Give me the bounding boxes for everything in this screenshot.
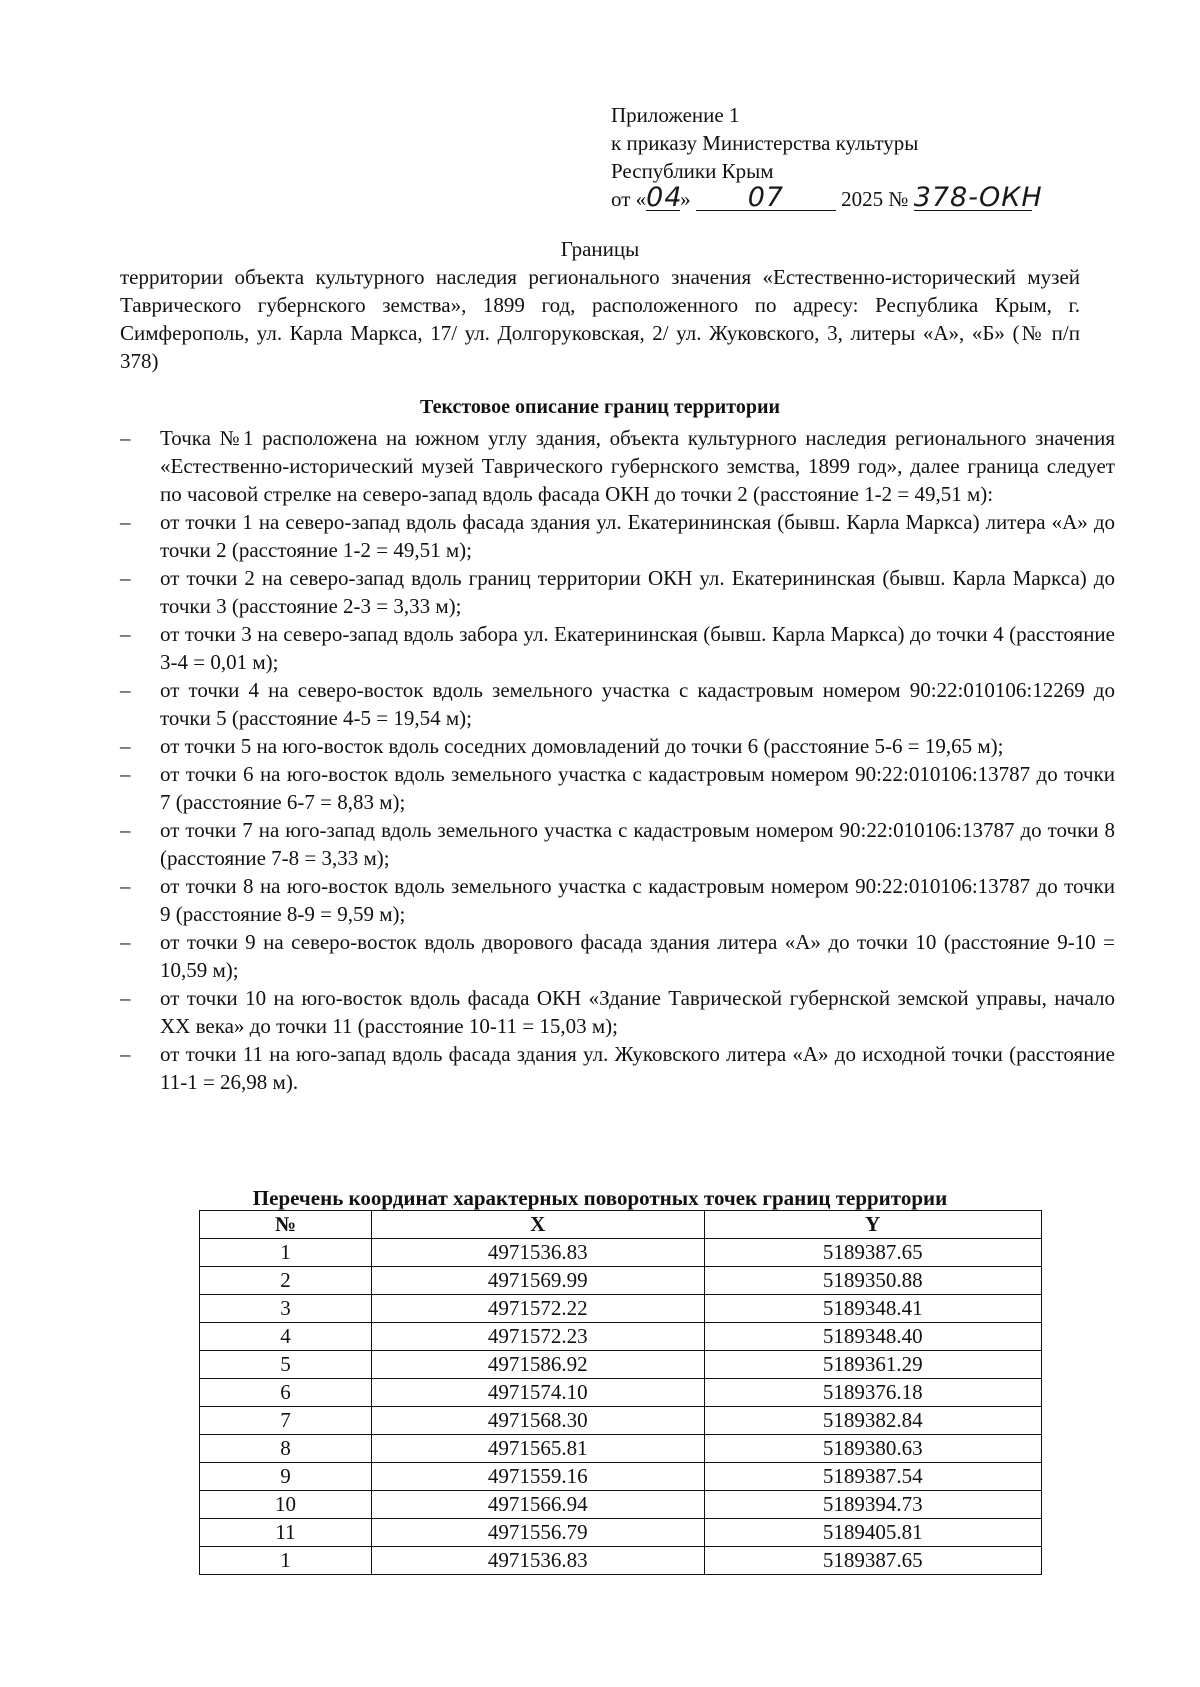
intro-paragraph: территории объекта культурного наследия регионального значения «Естественно-исторический музей Таврического губернского земства», 1899 год, расположенного по адресу: Республика Крым, г. Симферополь, ул. Карла Маркса, 17/ ул. Долгоруковская, 2/ ул. Жуковского, 3, литеры «А», «Б» (№ п/п 378) xyxy=(120,265,1080,373)
table-row xyxy=(200,1463,1042,1491)
cell-y: 5189387.54 xyxy=(704,1463,1041,1491)
cell-y: 5189394.73 xyxy=(704,1491,1041,1519)
document-title: Границы xyxy=(560,237,640,261)
cell-y: 5189387.65 xyxy=(704,1239,1041,1267)
cell-x: 4971574.10 xyxy=(372,1379,705,1407)
list-item: – от точки 11 на юго-запад вдоль фасада здания ул. Жуковского литера «А» до исходной точки (расстояние 11-1 = 26,98 м). xyxy=(120,1040,1115,1096)
cell-y: 5189405.81 xyxy=(704,1519,1041,1547)
cell-number: 1 xyxy=(200,1239,372,1267)
cell-y: 5189361.29 xyxy=(704,1351,1041,1379)
cell-number: 8 xyxy=(200,1435,372,1463)
date-prefix: от « xyxy=(611,187,647,211)
approval-line-appendix: Приложение 1 xyxy=(611,103,740,127)
section-heading: Текстовое описание границ территории xyxy=(419,396,781,418)
approval-date-line xyxy=(611,182,1043,213)
cell-number: 3 xyxy=(200,1295,372,1323)
table-row xyxy=(200,1295,1042,1323)
cell-x: 4971536.83 xyxy=(372,1547,705,1575)
cell-y: 5189350.88 xyxy=(704,1267,1041,1295)
cell-number: 1 xyxy=(200,1547,372,1575)
cell-number: 7 xyxy=(200,1407,372,1435)
list-item: – от точки 6 на юго-восток вдоль земельного участка с кадастровым номером 90:22:010106:13787 до точки 7 (расстояние 6-7 = 8,83 м); xyxy=(120,760,1115,816)
cell-x: 4971565.81 xyxy=(372,1435,705,1463)
date-month: 07 xyxy=(696,186,836,211)
cell-y: 5189382.84 xyxy=(704,1407,1041,1435)
table-row xyxy=(200,1547,1042,1575)
table-row xyxy=(200,1239,1042,1267)
table-row xyxy=(200,1351,1042,1379)
table-row xyxy=(200,1407,1042,1435)
date-quote-close: » xyxy=(680,187,691,211)
cell-x: 4971569.99 xyxy=(372,1267,705,1295)
table-row xyxy=(200,1323,1042,1351)
cell-x: 4971568.30 xyxy=(372,1407,705,1435)
cell-number: 11 xyxy=(200,1519,372,1547)
list-item: – от точки 7 на юго-запад вдоль земельного участка с кадастровым номером 90:22:010106:13787 до точки 8 (расстояние 7-8 = 3,33 м); xyxy=(120,816,1115,872)
cell-x: 4971572.23 xyxy=(372,1323,705,1351)
cell-number: 6 xyxy=(200,1379,372,1407)
cell-y: 5189376.18 xyxy=(704,1379,1041,1407)
cell-number: 10 xyxy=(200,1491,372,1519)
cell-x: 4971559.16 xyxy=(372,1463,705,1491)
approval-line-order: к приказу Министерства культуры xyxy=(611,131,919,155)
header-number: № xyxy=(200,1211,372,1239)
coordinates-table xyxy=(199,1210,1042,1575)
cell-number: 5 xyxy=(200,1351,372,1379)
table-row xyxy=(200,1491,1042,1519)
header-y: Y xyxy=(704,1211,1041,1239)
list-item: – от точки 8 на юго-восток вдоль земельного участка с кадастровым номером 90:22:010106:13787 до точки 9 (расстояние 8-9 = 9,59 м); xyxy=(120,872,1115,928)
cell-x: 4971572.22 xyxy=(372,1295,705,1323)
table-row xyxy=(200,1267,1042,1295)
table-row xyxy=(200,1379,1042,1407)
list-item: – от точки 10 на юго-восток вдоль фасада ОКН «Здание Таврической губернской земской управы, начало XX века» до точки 11 (расстояние 10-11 = 15,03 м); xyxy=(120,984,1115,1040)
date-year: 2025 № xyxy=(841,187,909,211)
cell-x: 4971556.79 xyxy=(372,1519,705,1547)
cell-y: 5189348.41 xyxy=(704,1295,1041,1323)
order-number: 378-ОКН xyxy=(913,182,1043,213)
approval-line-republic: Республики Крым xyxy=(611,159,774,183)
cell-y: 5189380.63 xyxy=(704,1435,1041,1463)
cell-number: 2 xyxy=(200,1267,372,1295)
table-header-row xyxy=(200,1211,1042,1239)
cell-x: 4971566.94 xyxy=(372,1491,705,1519)
list-item: – от точки 2 на северо-запад вдоль границ территории ОКН ул. Екатерининская (бывш. Карла Маркса) до точки 3 (расстояние 2-3 = 3,33 м); xyxy=(120,564,1115,620)
cell-x: 4971536.83 xyxy=(372,1239,705,1267)
table-title: Перечень координат характерных поворотных точек границ территории xyxy=(252,1186,948,1210)
cell-x: 4971586.92 xyxy=(372,1351,705,1379)
boundary-description-list xyxy=(120,424,1115,1096)
list-item: – от точки 5 на юго-восток вдоль соседних домовладений до точки 6 (расстояние 5-6 = 19,65 м); xyxy=(120,732,1115,760)
list-item: – от точки 4 на северо-восток вдоль земельного участка с кадастровым номером 90:22:010106:12269 до точки 5 (расстояние 4-5 = 19,54 м); xyxy=(120,676,1115,732)
list-item: – от точки 9 на северо-восток вдоль дворового фасада здания литера «А» до точки 10 (расстояние 9-10 = 10,59 м); xyxy=(120,928,1115,984)
date-day: 04 xyxy=(646,182,683,213)
approval-block xyxy=(611,101,1043,213)
table-row xyxy=(200,1519,1042,1547)
header-x: X xyxy=(372,1211,705,1239)
table-row xyxy=(200,1435,1042,1463)
cell-y: 5189348.40 xyxy=(704,1323,1041,1351)
cell-number: 9 xyxy=(200,1463,372,1491)
list-item: – Точка №1 расположена на южном углу здания, объекта культурного наследия регионального значения «Естественно-исторический музей Таврического губернского земства, 1899 год», далее граница следует по часовой стрелке на северо-запад вдоль фасада ОКН до точки 2 (расстояние 1-2 = 49,51 м): xyxy=(120,424,1115,508)
cell-y: 5189387.65 xyxy=(704,1547,1041,1575)
list-item: – от точки 1 на северо-запад вдоль фасада здания ул. Екатерининская (бывш. Карла Маркса) литера «А» до точки 2 (расстояние 1-2 = 49,51 м); xyxy=(120,508,1115,564)
list-item: – от точки 3 на северо-запад вдоль забора ул. Екатерининская (бывш. Карла Маркса) до точки 4 (расстояние 3-4 = 0,01 м); xyxy=(120,620,1115,676)
cell-number: 4 xyxy=(200,1323,372,1351)
